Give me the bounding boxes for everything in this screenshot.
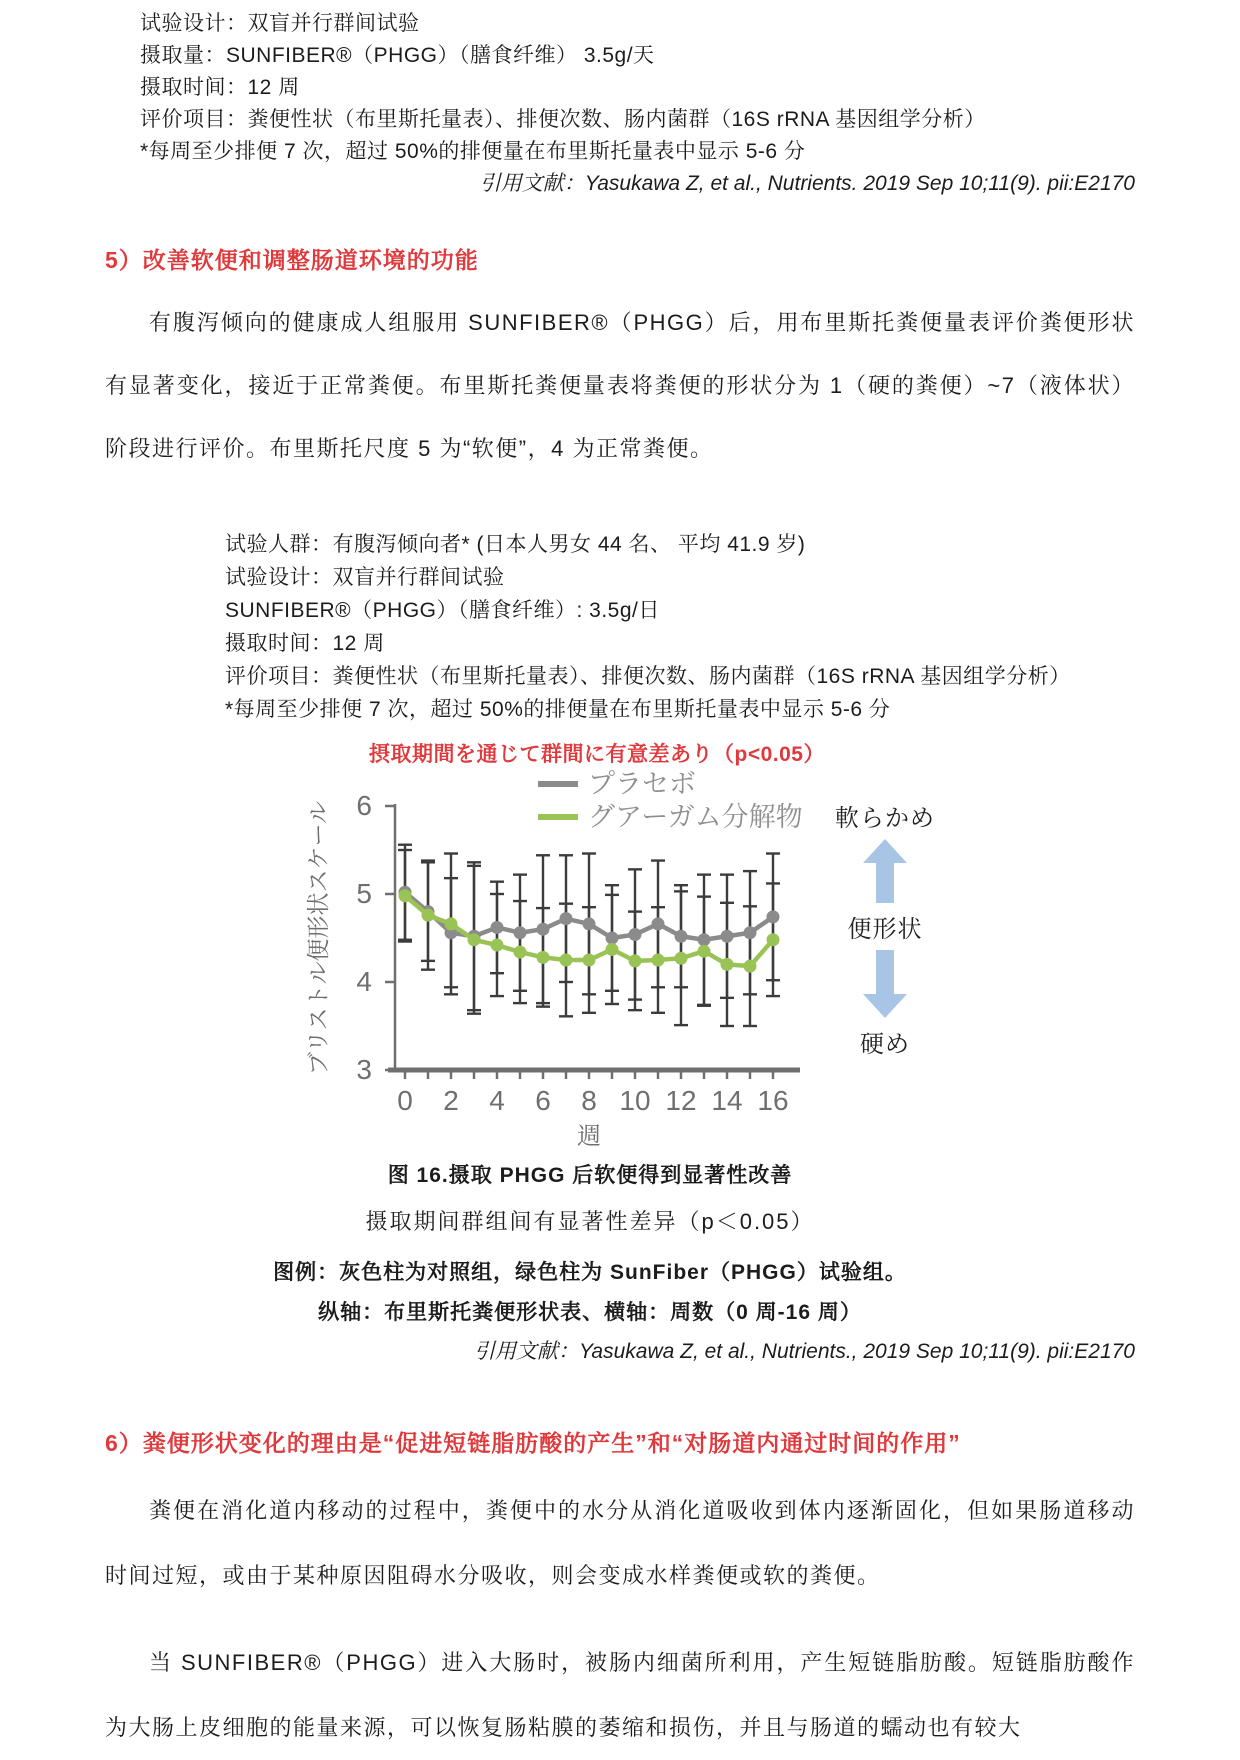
section-6-paragraph-1: 粪便在消化道内移动的过程中，粪便中的水分从消化道吸收到体内逐渐固化，但如果肠道移动时间过短，或由于某种原因阻碍水分吸收，则会变成水样粪便或软的粪便。 <box>105 1498 1135 1588</box>
spec-line-footnote: *每周至少排便 7 次，超过 50%的排便量在布里斯托量表中显示 5-6 分 <box>140 140 806 163</box>
svg-text:10: 10 <box>619 1085 651 1116</box>
legend-note: 图例：灰色柱为对照组，绿色柱为 SunFiber（PHGG）试验组。 <box>273 1261 907 1284</box>
spec-line-dose: 摄取量：SUNFIBER®（PHGG）（膳食纤维） 3.5g/天 <box>140 44 655 67</box>
section-5-heading: 5）改善软便和调整肠道环境的功能 <box>105 247 479 273</box>
section-6-paragraph-2: 当 SUNFIBER®（PHGG）进入大肠时，被肠内细菌所利用，产生短链脂肪酸。短链脂肪酸作为大肠上皮细胞的能量来源，可以恢复肠粘膜的萎缩和损伤，并且与肠道的蠕动也有较大 <box>105 1650 1135 1740</box>
section-6-heading: 6）粪便形状变化的理由是“促进短链脂肪酸的产生”和“对肠道内通过时间的作用” <box>105 1430 961 1456</box>
svg-text:8: 8 <box>581 1085 597 1116</box>
chart-title: 摂取期間を通じて群間に有意差あり（p<0.05） <box>369 743 825 766</box>
svg-text:14: 14 <box>711 1085 743 1116</box>
spec-line-endpoints: 评价项目：粪便性状（布里斯托量表）、排便次数、肠内菌群（16S rRNA 基因组学分析） <box>140 108 986 131</box>
spec-line-endpoints: 评价项目：粪便性状（布里斯托量表）、排便次数、肠内菌群（16S rRNA 基因组学分析） <box>225 665 1071 688</box>
svg-text:12: 12 <box>665 1085 697 1116</box>
svg-text:6: 6 <box>356 790 372 821</box>
figure-caption: 图 16.摄取 PHGG 后软便得到显著性改善 <box>387 1164 793 1187</box>
spec-line-footnote: *每周至少排便 7 次，超过 50%的排便量在布里斯托量表中显示 5-6 分 <box>225 698 891 721</box>
svg-text:0: 0 <box>397 1085 413 1116</box>
harder-label: 硬め <box>860 1031 910 1058</box>
stool-shape-label: 便形状 <box>847 916 923 943</box>
svg-text:3: 3 <box>356 1054 372 1085</box>
citation-top: 引用文献：Yasukawa Z, et al., Nutrients. 2019 Sep 10;11(9). pii:E2170 <box>479 172 1135 195</box>
spec-line-duration: 摄取时间：12 周 <box>225 632 385 655</box>
svg-text:4: 4 <box>356 966 372 997</box>
citation-figure: 引用文献：Yasukawa Z, et al., Nutrients., 2019 Sep 10;11(9). pii:E2170 <box>473 1340 1135 1363</box>
svg-text:グアーガム分解物: グアーガム分解物 <box>588 802 803 832</box>
svg-text:週: 週 <box>577 1123 601 1150</box>
svg-text:6: 6 <box>535 1085 551 1116</box>
svg-text:ブリストル便形状スケール: ブリストル便形状スケール <box>305 800 331 1076</box>
spec-line-design: 试验设计：双盲并行群间试验 <box>225 566 505 589</box>
svg-text:5: 5 <box>356 878 372 909</box>
chart-column <box>300 738 825 1155</box>
significance-note: 摄取期间群组间有显著性差异（p＜0.05） <box>365 1209 815 1234</box>
study-spec-top <box>140 8 1135 168</box>
spec-line-dose: SUNFIBER®（PHGG）（膳食纤维）: 3.5g/日 <box>225 599 660 622</box>
spec-line-duration: 摄取时间：12 周 <box>140 76 300 99</box>
down-arrow-icon <box>863 950 907 1018</box>
study-spec-figure <box>225 528 1135 726</box>
section-5-paragraph: 有腹泻倾向的健康成人组服用 SUNFIBER®（PHGG）后，用布里斯托粪便量表评价粪便形状有显著变化，接近于正常粪便。布里斯托粪便量表将粪便的形状分为 1（硬的粪便）~7（液体状）阶段进行评价。布里斯托尺度 5 为“软便”，4 为正常粪便。 <box>105 310 1135 461</box>
softer-label: 軟らかめ <box>835 805 935 832</box>
spec-line-population: 试验人群：有腹泻倾向者* (日本人男女 44 名、 平均 41.9 岁) <box>225 533 806 556</box>
up-arrow-icon <box>863 839 907 903</box>
svg-text:4: 4 <box>489 1085 505 1116</box>
bristol-stool-scale-chart <box>300 766 810 1150</box>
svg-text:16: 16 <box>757 1085 789 1116</box>
svg-text:プラセボ: プラセボ <box>588 769 696 799</box>
axes-note: 纵轴：布里斯托粪便形状表、横轴：周数（0 周-16 周） <box>318 1301 862 1324</box>
stool-shape-annotation <box>810 738 960 1059</box>
spec-line-design: 试验设计：双盲并行群间试验 <box>140 12 420 35</box>
svg-text:2: 2 <box>443 1085 459 1116</box>
figure-captions <box>105 1159 1135 1326</box>
figure-16 <box>300 738 1135 1155</box>
